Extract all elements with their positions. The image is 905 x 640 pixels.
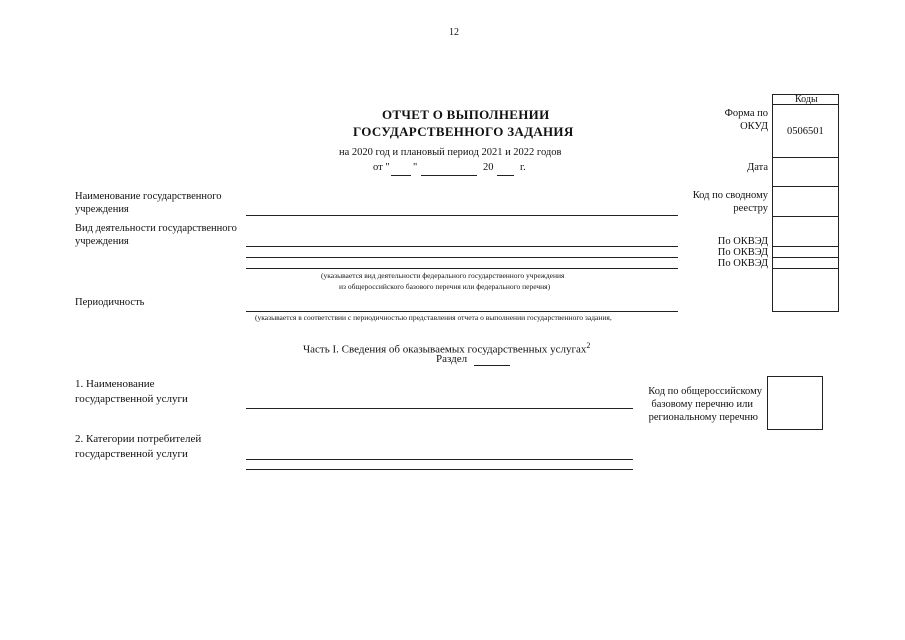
codes-header: Коды xyxy=(795,94,818,105)
date-day-blank[interactable] xyxy=(391,175,411,176)
page-number: 12 xyxy=(449,27,459,38)
okud-label-2: ОКУД xyxy=(740,121,768,132)
service-name-label-1: 1. Наименование xyxy=(75,378,155,390)
date-suffix: г. xyxy=(520,162,526,173)
date-year-blank[interactable] xyxy=(497,175,514,176)
date-prefix: от " xyxy=(373,162,390,173)
date-month-blank[interactable] xyxy=(421,175,477,176)
code-label-1: Код по общероссийскому xyxy=(648,386,762,397)
codes-divider xyxy=(772,246,839,247)
codes-divider xyxy=(772,257,839,258)
activity-line-1[interactable] xyxy=(246,246,678,247)
section-label: Раздел xyxy=(436,353,468,365)
report-title-line2: ГОСУДАРСТВЕННОГО ЗАДАНИЯ xyxy=(353,124,574,139)
activity-note-1: (указывается вид деятельности федерального государственного учреждения xyxy=(321,271,565,280)
okved-label-2: По ОКВЭД xyxy=(717,247,768,258)
consumers-line-1[interactable] xyxy=(246,459,633,460)
periodicity-line[interactable] xyxy=(246,311,678,312)
code-label-2: базовому перечню или xyxy=(651,399,753,410)
periodicity-note: (указывается в соответствии с периодичностью представления отчета о выполнении государственного задания, xyxy=(255,313,612,322)
institution-name-label-2: учреждения xyxy=(75,204,129,215)
codes-divider xyxy=(772,157,839,158)
registry-label-2: реестру xyxy=(733,203,768,214)
codes-divider xyxy=(772,268,839,269)
part-title-text: Часть I. Сведения об оказываемых государственных услугах xyxy=(303,343,587,356)
institution-name-line[interactable] xyxy=(246,215,678,216)
codes-divider xyxy=(772,104,839,105)
report-period: на 2020 год и плановый период 2021 и 2022 годов xyxy=(339,147,562,158)
activity-label-1: Вид деятельности государственного xyxy=(75,223,237,234)
periodicity-label: Периодичность xyxy=(75,297,145,308)
okved-label-3: По ОКВЭД xyxy=(717,258,768,269)
service-name-line[interactable] xyxy=(246,408,633,409)
activity-line-3[interactable] xyxy=(246,268,678,269)
codes-divider xyxy=(772,186,839,187)
date-code-label: Дата xyxy=(747,162,768,173)
registry-label-1: Код по сводному xyxy=(692,190,768,201)
activity-label-2: учреждения xyxy=(75,236,129,247)
date-mid: " xyxy=(413,162,418,173)
part-footnote: 2 xyxy=(586,341,591,350)
activity-note-2: из общероссийского базового перечня или федерального перечня) xyxy=(339,282,551,291)
service-code-box[interactable] xyxy=(767,376,823,430)
okud-code-value: 0506501 xyxy=(787,126,824,137)
service-name-label-2: государственной услуги xyxy=(75,393,188,405)
section-number-line[interactable] xyxy=(474,365,510,366)
date-year-prefix: 20 xyxy=(483,162,494,173)
report-title-line1: ОТЧЕТ О ВЫПОЛНЕНИИ xyxy=(382,107,550,122)
codes-divider xyxy=(772,216,839,217)
code-label-3: региональному перечню xyxy=(648,412,758,423)
consumers-line-2[interactable] xyxy=(246,469,633,470)
consumers-label-1: 2. Категории потребителей xyxy=(75,433,202,445)
okved-label-1: По ОКВЭД xyxy=(717,236,768,247)
consumers-label-2: государственной услуги xyxy=(75,448,188,460)
institution-name-label-1: Наименование государственного xyxy=(75,191,222,202)
activity-line-2[interactable] xyxy=(246,257,678,258)
okud-label-1: Форма по xyxy=(724,108,768,119)
